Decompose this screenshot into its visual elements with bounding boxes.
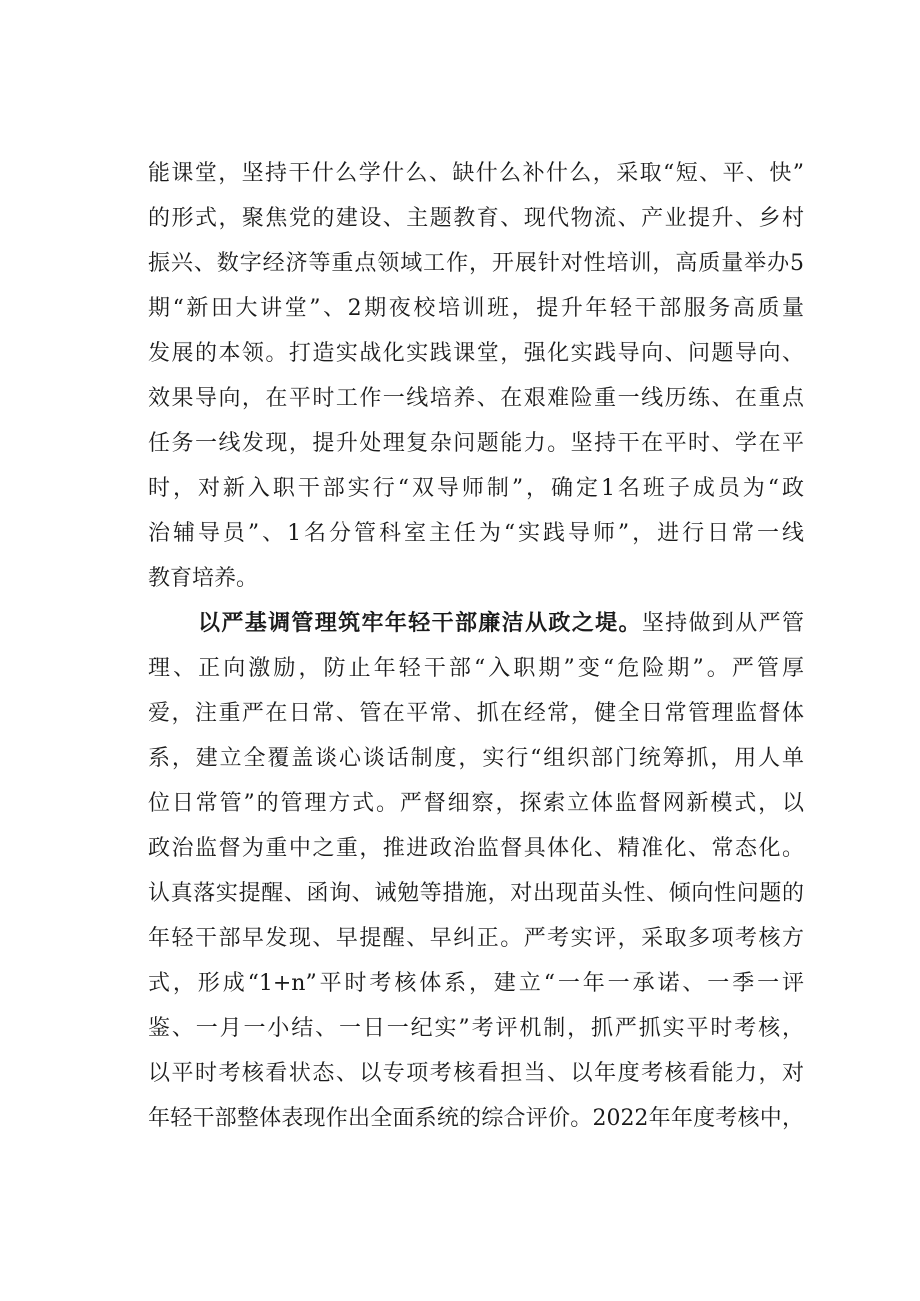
- text-line: 以平时考核看状态、以专项考核看担当、以年度考核看能力，对: [148, 1061, 804, 1086]
- text-line: 式，形成“1+n”平时考核体系，建立“一年一承诺、一季一评: [148, 971, 804, 996]
- text-line: 治辅导员”、1名分管科室主任为“实践导师”，进行日常一线: [148, 521, 804, 546]
- text-line: 鉴、一月一小结、一日一纪实”考评机制，抓严抓实平时考核，: [148, 1016, 804, 1041]
- text-line: 位日常管”的管理方式。严督细察，探索立体监督网新模式，以: [148, 791, 804, 816]
- text-line: 系，建立全覆盖谈心谈话制度，实行“组织部门统筹抓，用人单: [148, 746, 804, 771]
- text-line: 年轻干部早发现、早提醒、早纠正。严考实评，采取多项考核方: [148, 926, 804, 951]
- text-line: 效果导向，在平时工作一线培养、在艰难险重一线历练、在重点: [148, 386, 804, 411]
- text-line: 任务一线发现，提升处理复杂问题能力。坚持干在平时、学在平: [148, 431, 804, 456]
- text-line: 期“新田大讲堂”、2期夜校培训班，提升年轻干部服务高质量: [148, 296, 804, 321]
- text-line: 爱，注重严在日常、管在平常、抓在经常，健全日常管理监督体: [148, 701, 804, 726]
- text-line: 发展的本领。打造实战化实践课堂，强化实践导向、问题导向、: [148, 341, 804, 366]
- text-line: 年轻干部整体表现作出全面系统的综合评价。2022年年度考核中，: [148, 1106, 804, 1131]
- text-line: 理、正向激励，防止年轻干部“入职期”变“危险期”。严管厚: [148, 656, 804, 681]
- text-line: 认真落实提醒、函询、诫勉等措施，对出现苗头性、倾向性问题的: [148, 881, 804, 906]
- text-line: 的形式，聚焦党的建设、主题教育、现代物流、产业提升、乡村: [148, 206, 804, 231]
- text-line: 振兴、数字经济等重点领域工作，开展针对性培训，高质量举办5: [148, 251, 804, 276]
- text-line: 时，对新入职干部实行“双导师制”，确定1名班子成员为“政: [148, 476, 804, 501]
- text-line: 教育培养。: [148, 566, 259, 591]
- paragraph-lead-line: [198, 604, 804, 644]
- text-line: 政治监督为重中之重，推进政治监督具体化、精准化、常态化。: [148, 836, 804, 861]
- text-line: 能课堂，坚持干什么学什么、缺什么补什么，采取“短、平、快”: [148, 161, 804, 186]
- paragraph-lead-text: 坚持做到从严管: [641, 611, 804, 636]
- paragraph-heading: 以严基调管理筑牢年轻干部廉洁从政之堤。: [198, 611, 642, 636]
